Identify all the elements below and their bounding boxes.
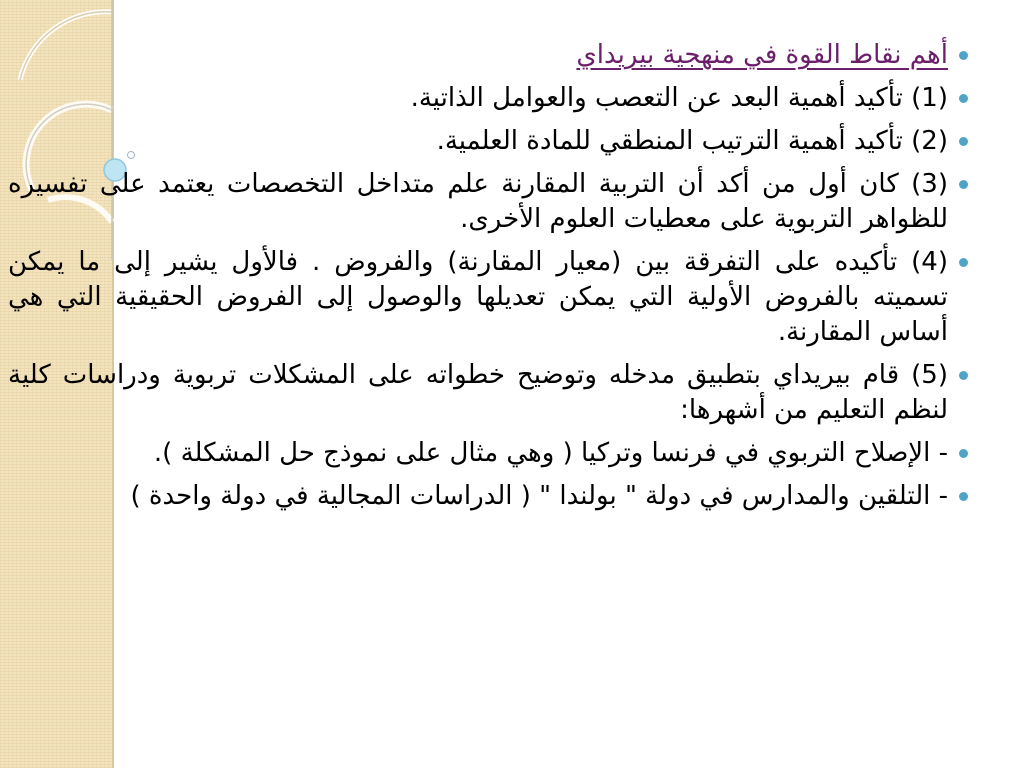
list-item xyxy=(8,124,968,159)
list-item xyxy=(8,436,968,471)
bullet-dot-icon xyxy=(959,371,968,380)
list-item xyxy=(8,81,968,116)
list-item xyxy=(8,358,968,428)
list-item xyxy=(8,245,968,350)
bullet-dot-icon xyxy=(959,180,968,189)
slide-content xyxy=(8,38,968,758)
bullet-dot-icon xyxy=(959,449,968,458)
point-text: (4) تأكيده على التفرقة بين (معيار المقارنة) والفروض . فالأول يشير إلى ما يمكن تسميته بالفروض الأولية التي يمكن تعديلها والوصول إلى الفروض الحقيقية التي هي أساس المقارنة. xyxy=(8,247,948,347)
point-text: (5) قام بيريداي بتطبيق مدخله وتوضيح خطواته على المشكلات تربوية ودراسات كلية لنظم التعليم من أشهرها: xyxy=(8,360,948,425)
slide-title: أهم نقاط القوة في منهجية بيريداي xyxy=(576,40,948,70)
list-item-title xyxy=(8,38,968,73)
bullet-dot-icon xyxy=(959,137,968,146)
point-text: (1) تأكيد أهمية البعد عن التعصب والعوامل الذاتية. xyxy=(410,83,948,113)
point-text: - التلقين والمدارس في دولة " بولندا " ( الدراسات المجالية في دولة واحدة ) xyxy=(130,481,948,511)
point-text: - الإصلاح التربوي في فرنسا وتركيا ( وهي مثال على نموذج حل المشكلة ). xyxy=(153,438,948,468)
point-text: (2) تأكيد أهمية الترتيب المنطقي للمادة العلمية. xyxy=(436,126,948,156)
bullet-dot-icon xyxy=(959,258,968,267)
bullet-dot-icon xyxy=(959,492,968,501)
bullet-dot-icon xyxy=(959,51,968,60)
list-item xyxy=(8,167,968,237)
bullet-list xyxy=(8,38,968,514)
bullet-dot-icon xyxy=(959,94,968,103)
point-text: (3) كان أول من أكد أن التربية المقارنة علم متداخل التخصصات يعتمد على تفسيره للظواهر التربوية على معطيات العلوم الأخرى. xyxy=(8,169,948,234)
list-item xyxy=(8,479,968,514)
